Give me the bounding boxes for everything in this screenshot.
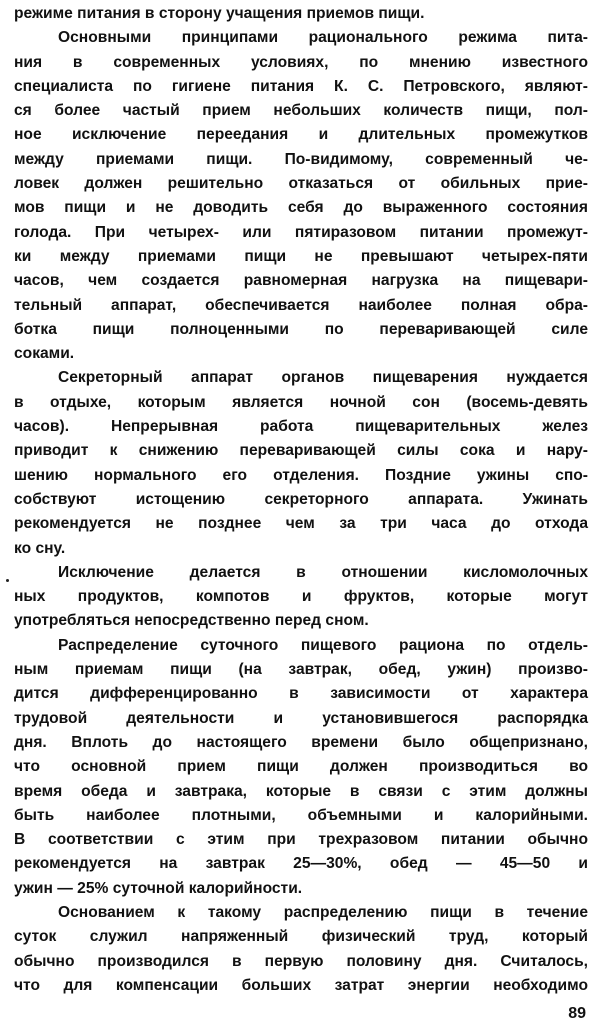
text-line: Распределение суточного пищевого рациона по отдель- xyxy=(58,636,588,654)
text-line: трудовой деятельности и установившегося распорядка xyxy=(14,709,588,727)
paragraph xyxy=(14,901,588,998)
text-line: часов, чем создается равномерная нагрузка на пищевари- xyxy=(14,272,588,290)
text-line: суток служил напряженный физический труд, который xyxy=(14,928,588,946)
page-text xyxy=(14,0,588,998)
text-line: ным приемам пищи (на завтрак, обед, ужин) произво- xyxy=(14,661,588,679)
text-line: употребляться непосредственно перед сном. xyxy=(14,612,369,630)
text-line: ное исключение переедания и длительных промежутков xyxy=(14,126,588,144)
text-line: мов пищи и не доводить себя до выраженного состояния xyxy=(14,199,588,217)
text-line: Секреторный аппарат органов пищеварения нуждается xyxy=(58,369,588,387)
text-line: Основными принципами рационального режима пита- xyxy=(58,29,588,47)
paragraph xyxy=(14,634,588,901)
text-line: часов). Непрерывная работа пищеварительных желез xyxy=(14,418,588,436)
text-line: ужин — 25% суточной калорийности. xyxy=(14,879,303,897)
text-line: Исключение делается в отношении кисломолочных xyxy=(58,563,588,581)
paragraph xyxy=(14,2,588,26)
text-line: ния в современных условиях, по мнению известного xyxy=(14,53,588,71)
text-line: ных продуктов, компотов и фруктов, которые могут xyxy=(14,588,588,606)
page-number: 89 xyxy=(568,1005,586,1023)
text-line: обычно производился в первую половину дня. Считалось, xyxy=(14,952,588,970)
text-line: ловек должен решительно отказаться от обильных прие- xyxy=(14,175,588,193)
text-line: дня. Вплоть до настоящего времени было общепризнано, xyxy=(14,733,588,751)
text-line: рекомендуется не позднее чем за три часа до отхода xyxy=(14,515,588,533)
text-line: шению нормального его отделения. Поздние ужины спо- xyxy=(14,466,588,484)
text-line: между приемами пищи. По-видимому, современный че- xyxy=(14,150,588,168)
text-line: режиме питания в сторону учащения приемов пищи. xyxy=(14,5,425,22)
text-line: рекомендуется на завтрак 25—30%, обед — 45—50 и xyxy=(14,855,588,873)
text-line: дится дифференцированно в зависимости от характера xyxy=(14,685,588,703)
text-line: собствуют истощению секреторного аппарата. Ужинать xyxy=(14,490,588,508)
text-line: что для компенсации больших затрат энергии необходимо xyxy=(14,976,588,994)
text-line: ся более частый прием небольших количеств пищи, пол- xyxy=(14,102,588,120)
text-line: время обеда и завтрака, которые в связи с этим должны xyxy=(14,782,588,800)
paragraph xyxy=(14,26,588,366)
text-line: В соответствии с этим при трехразовом питании обычно xyxy=(14,831,588,849)
text-line: Основанием к такому распределению пищи в течение xyxy=(58,903,588,921)
text-line: приводит к снижению переваривающей силы сока и нару- xyxy=(14,442,588,460)
text-line: в отдыхе, которым является ночной сон (восемь-девять xyxy=(14,393,588,411)
print-speck xyxy=(6,579,9,582)
text-line: ботка пищи полноценными по переваривающей силе xyxy=(14,320,588,338)
text-line: тельный аппарат, обеспечивается наиболее полная обра- xyxy=(14,296,588,314)
text-line: что основной прием пищи должен производиться во xyxy=(14,758,588,776)
text-line: быть наиболее плотными, объемными и калорийными. xyxy=(14,806,588,824)
paragraph xyxy=(14,561,588,634)
text-line: специалиста по гигиене питания К. С. Петровского, являют- xyxy=(14,77,588,95)
text-line: голода. При четырех- или пятиразовом питании промежут- xyxy=(14,223,588,241)
text-line: соками. xyxy=(14,345,75,363)
text-line: ки между приемами пищи не превышают четырех-пяти xyxy=(14,247,588,265)
text-line: ко сну. xyxy=(14,539,66,557)
paragraph xyxy=(14,366,588,560)
